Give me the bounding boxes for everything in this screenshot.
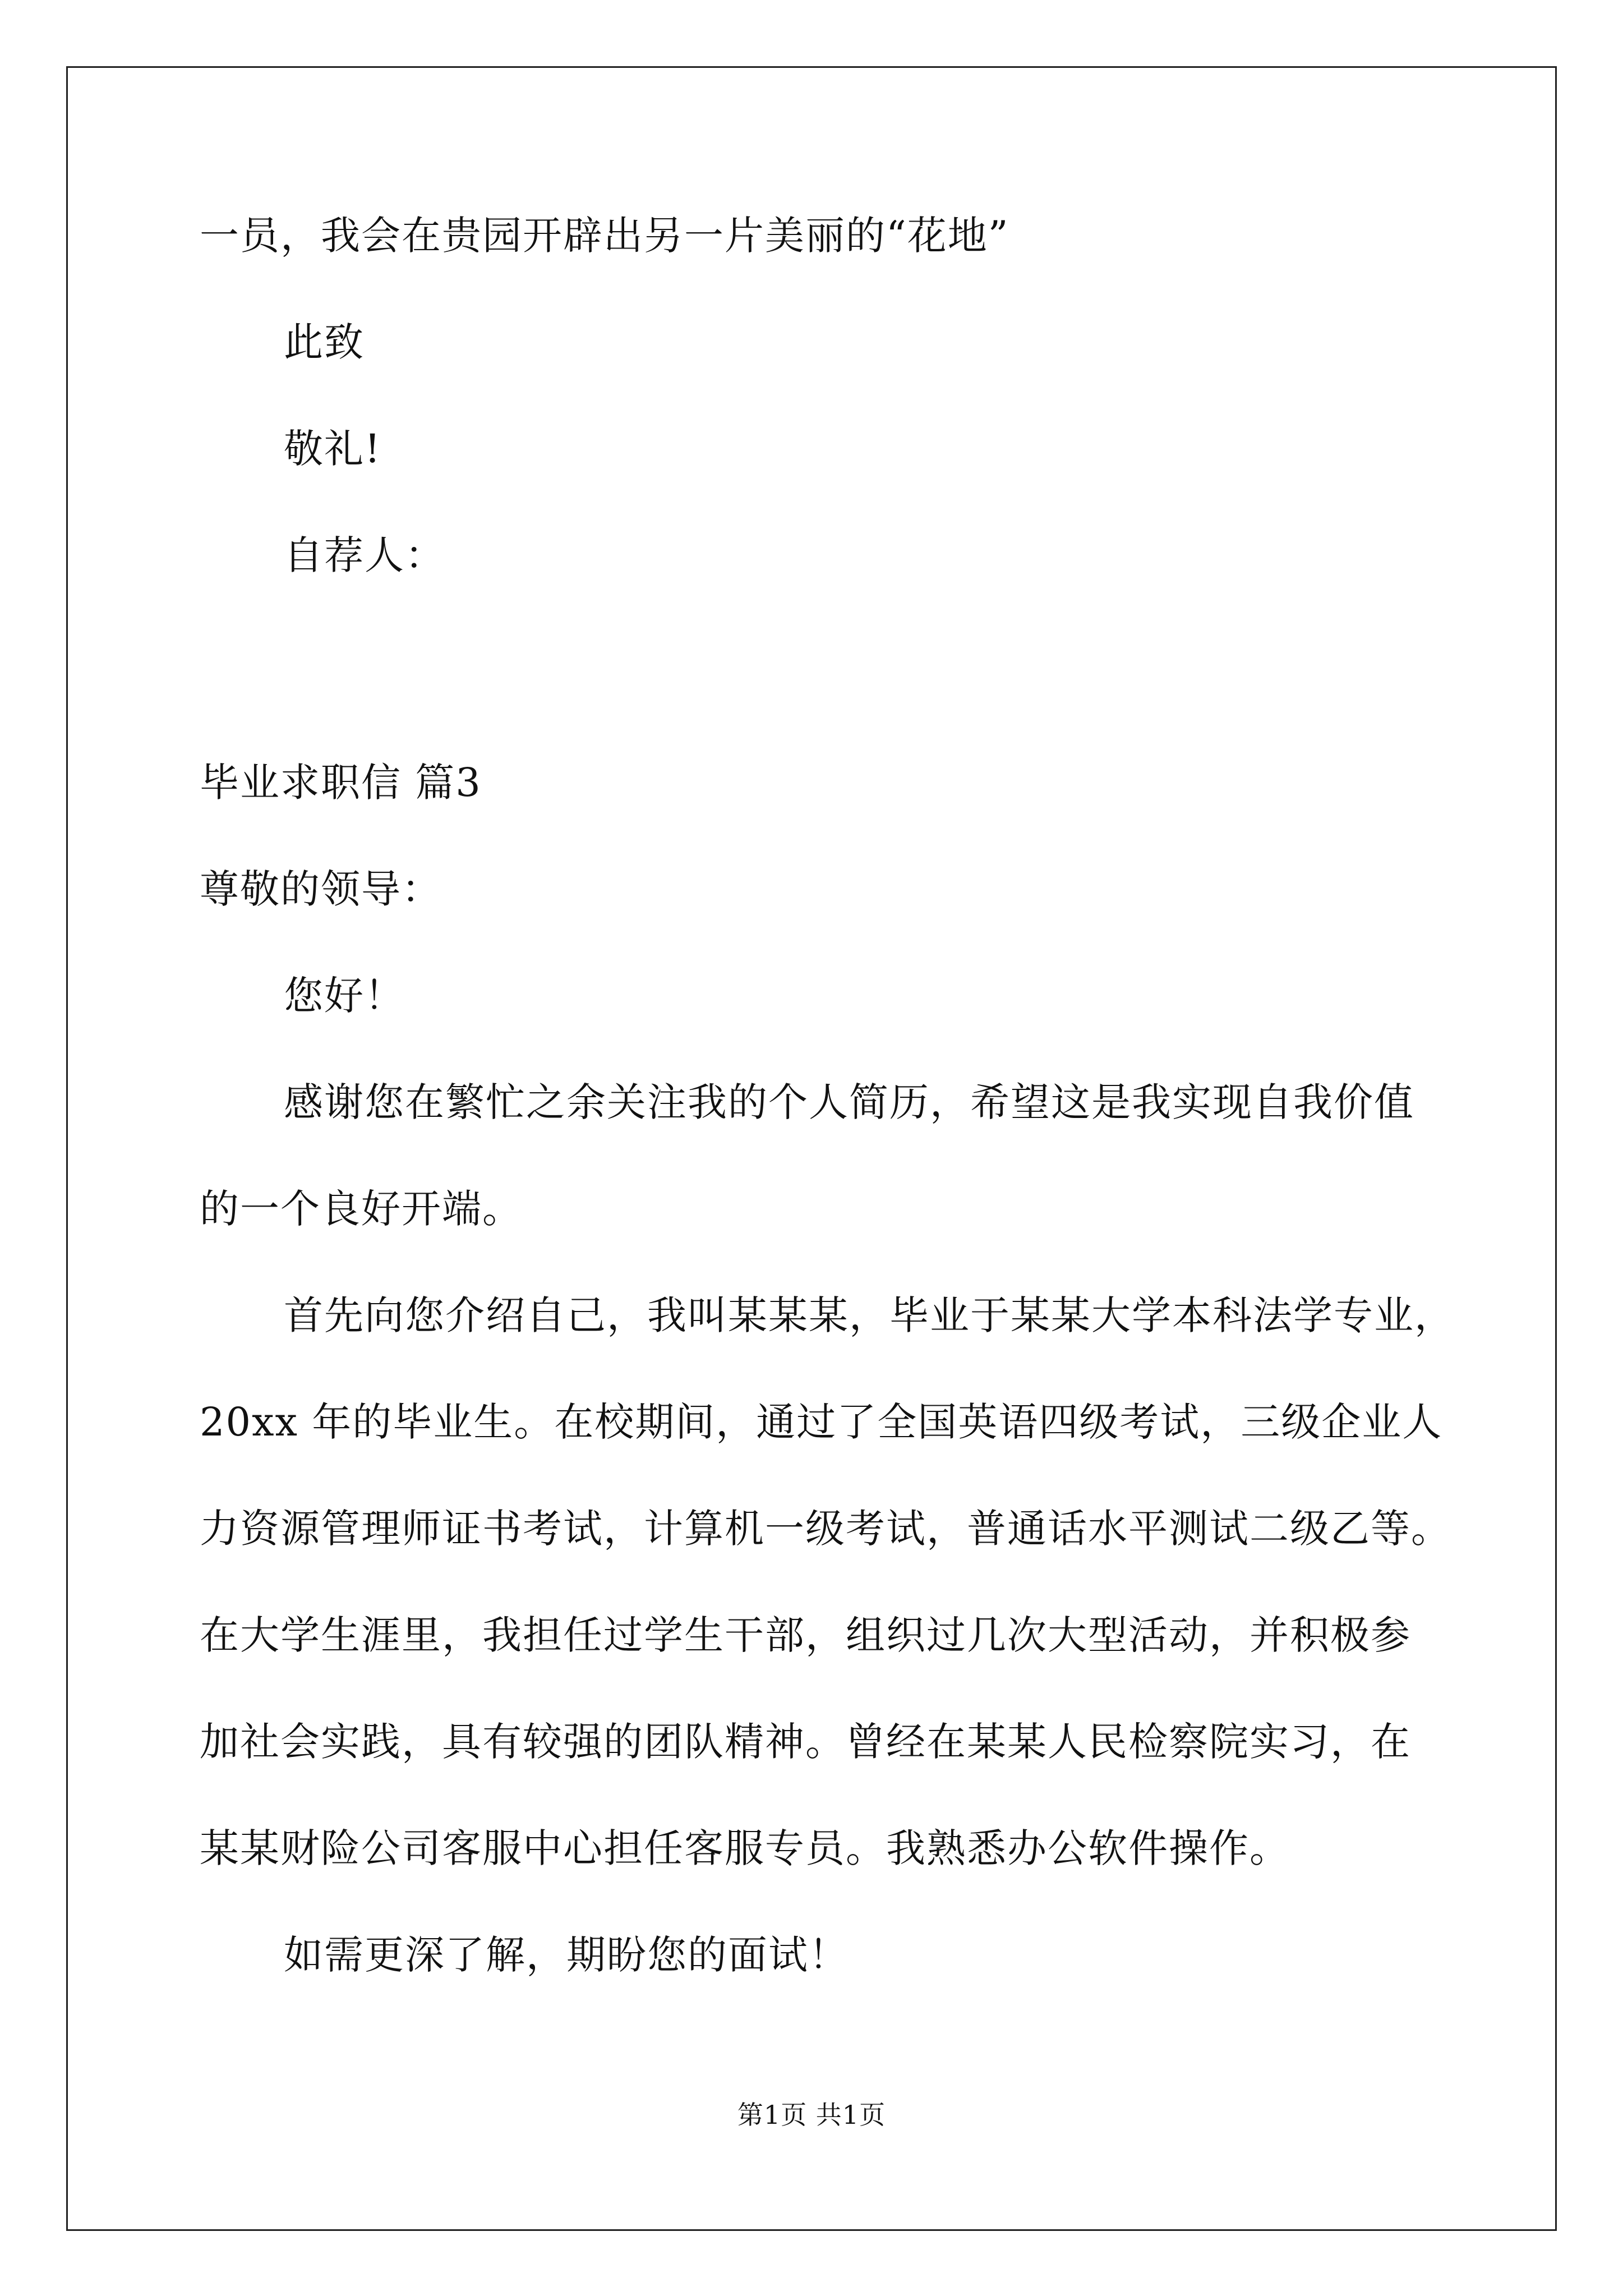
greeting-hello: 您好！ xyxy=(284,973,405,1019)
greeting: 尊敬的领导： xyxy=(200,866,442,912)
page-border xyxy=(66,66,1557,2231)
closing-salutation: 此致 xyxy=(284,319,365,365)
paragraph-line: 如需更深了解，期盼您的面试！ xyxy=(284,1932,849,1978)
closing-regards: 敬礼! xyxy=(284,426,382,472)
paragraph-line: 20xx 年的毕业生。在校期间，通过了全国英语四级考试，三级企业人 xyxy=(200,1399,1443,1445)
paragraph-line: 某某财险公司客服中心担任客服专员。我熟悉办公软件操作。 xyxy=(200,1825,1290,1871)
signature-label: 自荐人： xyxy=(284,532,445,578)
paragraph-line: 的一个良好开端。 xyxy=(200,1186,523,1232)
paragraph-line: 力资源管理师证书考试，计算机一级考试，普通话水平测试二级乙等。 xyxy=(200,1506,1451,1552)
page-number: 第1页 共1页 xyxy=(737,2100,886,2130)
paragraph-line: 首先向您介绍自己，我叫某某某，毕业于某某大学本科法学专业， xyxy=(284,1292,1455,1338)
paragraph-line: 加社会实践，具有较强的团队精神。曾经在某某人民检察院实习，在 xyxy=(200,1719,1411,1765)
paragraph-line: 一员，我会在贵园开辟出另一片美丽的“花地” xyxy=(200,213,1009,259)
paragraph-line: 感谢您在繁忙之余关注我的个人简历，希望这是我实现自我价值 xyxy=(284,1079,1414,1125)
section-title: 毕业求职信 篇3 xyxy=(200,760,482,806)
paragraph-line: 在大学生涯里，我担任过学生干部，组织过几次大型活动，并积极参 xyxy=(200,1612,1411,1658)
